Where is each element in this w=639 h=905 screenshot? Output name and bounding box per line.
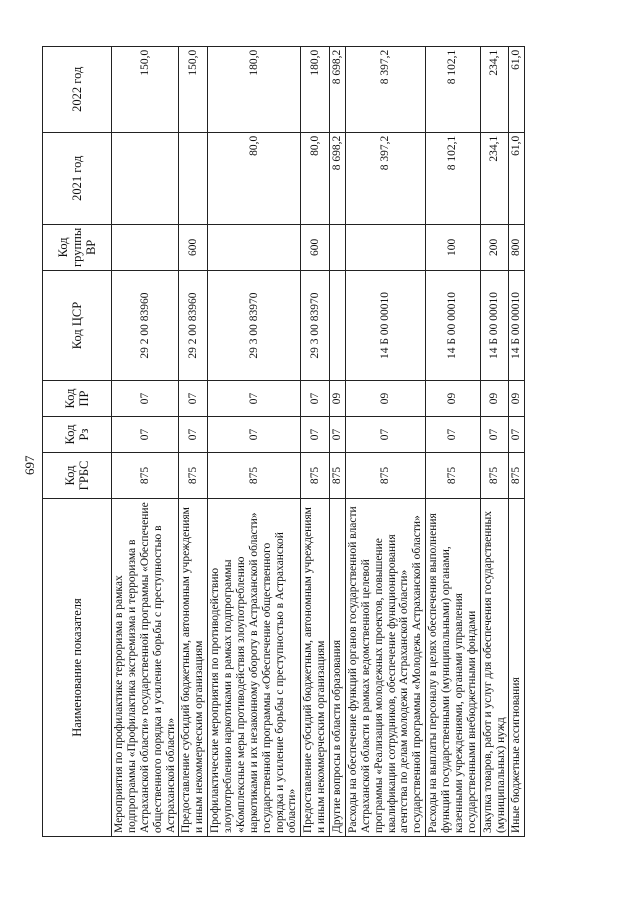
row-pr: 09 bbox=[345, 381, 425, 417]
row-2022: 150,0 bbox=[179, 46, 208, 132]
row-name: Другие вопросы в области образования bbox=[330, 499, 346, 837]
row-2022: 8 397,2 bbox=[345, 46, 425, 132]
row-rz: 07 bbox=[112, 417, 179, 453]
row-2022: 8 698,2 bbox=[330, 46, 346, 132]
header-vr: Код группы ВР bbox=[43, 224, 112, 270]
row-2021: 61,0 bbox=[509, 132, 525, 224]
row-name: Предоставление субсидий бюджетным, автономным учреждениям и иным некоммерческим организациям bbox=[301, 499, 330, 837]
row-vr: 600 bbox=[301, 224, 330, 270]
row-grbs: 875 bbox=[208, 453, 301, 499]
row-csr bbox=[330, 271, 346, 381]
row-2022: 150,0 bbox=[112, 46, 179, 132]
row-2021: 234,1 bbox=[480, 132, 509, 224]
row-pr: 07 bbox=[179, 381, 208, 417]
row-2021: 80,0 bbox=[208, 132, 301, 224]
page-number: 697 bbox=[22, 455, 37, 475]
row-rz: 07 bbox=[179, 417, 208, 453]
table-row bbox=[301, 46, 330, 836]
header-csr: Код ЦСР bbox=[43, 271, 112, 381]
row-name: Иные бюджетные ассигнования bbox=[509, 499, 525, 837]
row-vr: 100 bbox=[426, 224, 481, 270]
row-2021: 80,0 bbox=[301, 132, 330, 224]
row-rz: 07 bbox=[426, 417, 481, 453]
table-row bbox=[345, 46, 425, 836]
table-row bbox=[179, 46, 208, 836]
row-grbs: 875 bbox=[112, 453, 179, 499]
row-csr: 14 Б 00 00010 bbox=[480, 271, 509, 381]
table-row bbox=[330, 46, 346, 836]
row-name: Расходы на выплаты персоналу в целях обеспечения выполнения функций государственными (муниципальными) органами, казенными учреждениями, органами управления государственными внебюджетными фондами bbox=[426, 499, 481, 837]
row-2021 bbox=[179, 132, 208, 224]
row-pr: 09 bbox=[480, 381, 509, 417]
row-vr bbox=[345, 224, 425, 270]
row-csr: 29 3 00 83970 bbox=[301, 271, 330, 381]
row-csr: 29 2 00 83960 bbox=[112, 271, 179, 381]
row-rz: 07 bbox=[208, 417, 301, 453]
row-2021 bbox=[112, 132, 179, 224]
row-name: Предоставление субсидий бюджетным, автономным учреждениям и иным некоммерческим организациям bbox=[179, 499, 208, 837]
row-rz: 07 bbox=[301, 417, 330, 453]
table-header-row bbox=[43, 46, 112, 836]
row-vr: 600 bbox=[179, 224, 208, 270]
row-pr: 07 bbox=[301, 381, 330, 417]
row-grbs: 875 bbox=[345, 453, 425, 499]
row-2022: 61,0 bbox=[509, 46, 525, 132]
row-vr bbox=[112, 224, 179, 270]
row-csr: 14 Б 00 00010 bbox=[426, 271, 481, 381]
table-row bbox=[208, 46, 301, 836]
row-2021: 8 397,2 bbox=[345, 132, 425, 224]
budget-table bbox=[42, 46, 525, 837]
row-name: Закупка товаров, работ и услуг для обеспечения государственных (муниципальных) нужд bbox=[480, 499, 509, 837]
row-csr: 14 Б 00 00010 bbox=[509, 271, 525, 381]
row-pr: 09 bbox=[330, 381, 346, 417]
row-name: Мероприятия по профилактике терроризма в рамках подпрограммы «Профилактика экстремизма и терроризма в Астраханской области» государственной программы «Обеспечение общественного порядка и усиление борьбы с преступностью в Астраханской области» bbox=[112, 499, 179, 837]
row-2022: 180,0 bbox=[208, 46, 301, 132]
row-pr: 09 bbox=[426, 381, 481, 417]
row-2022: 180,0 bbox=[301, 46, 330, 132]
table-row bbox=[480, 46, 509, 836]
row-pr: 09 bbox=[509, 381, 525, 417]
row-2021: 8 698,2 bbox=[330, 132, 346, 224]
row-rz: 07 bbox=[480, 417, 509, 453]
header-grbs: Код ГРБС bbox=[43, 453, 112, 499]
table-row bbox=[112, 46, 179, 836]
row-rz: 07 bbox=[330, 417, 346, 453]
row-pr: 07 bbox=[208, 381, 301, 417]
row-grbs: 875 bbox=[301, 453, 330, 499]
row-csr: 29 3 00 83970 bbox=[208, 271, 301, 381]
header-2022: 2022 год bbox=[43, 46, 112, 132]
row-rz: 07 bbox=[345, 417, 425, 453]
row-vr bbox=[330, 224, 346, 270]
header-pr: Код ПР bbox=[43, 381, 112, 417]
row-pr: 07 bbox=[112, 381, 179, 417]
header-2021: 2021 год bbox=[43, 132, 112, 224]
row-grbs: 875 bbox=[426, 453, 481, 499]
row-grbs: 875 bbox=[179, 453, 208, 499]
row-grbs: 875 bbox=[480, 453, 509, 499]
row-2022: 234,1 bbox=[480, 46, 509, 132]
row-rz: 07 bbox=[509, 417, 525, 453]
table-row bbox=[509, 46, 525, 836]
row-csr: 14 Б 00 00010 bbox=[345, 271, 425, 381]
row-2022: 8 102,1 bbox=[426, 46, 481, 132]
row-csr: 29 2 00 83960 bbox=[179, 271, 208, 381]
row-grbs: 875 bbox=[509, 453, 525, 499]
row-vr bbox=[208, 224, 301, 270]
row-2021: 8 102,1 bbox=[426, 132, 481, 224]
row-vr: 200 bbox=[480, 224, 509, 270]
row-name: Расходы на обеспечение функций органов государственной власти Астраханской области в рамках ведомственной целевой программы «Реализация молодежных проектов, повышение квалификации сотрудников, обеспечение функционирования агентства по делам молодежи Астраханской области» государственной программы «Молодежь Астраханской области» bbox=[345, 499, 425, 837]
row-grbs: 875 bbox=[330, 453, 346, 499]
row-vr: 800 bbox=[509, 224, 525, 270]
row-name: Профилактические мероприятия по противодействию злоупотреблению наркотиками в рамках подпрограммы «Комплексные меры противодействия злоупотреблению наркотиками и их незаконному обороту в Астраханской области» государственной программы «Обеспечение общественного порядка и усиление борьбы с преступностью в Астраханской области» bbox=[208, 499, 301, 837]
header-rz: Код Рз bbox=[43, 417, 112, 453]
header-name: Наименование показателя bbox=[43, 499, 112, 837]
table-row bbox=[426, 46, 481, 836]
